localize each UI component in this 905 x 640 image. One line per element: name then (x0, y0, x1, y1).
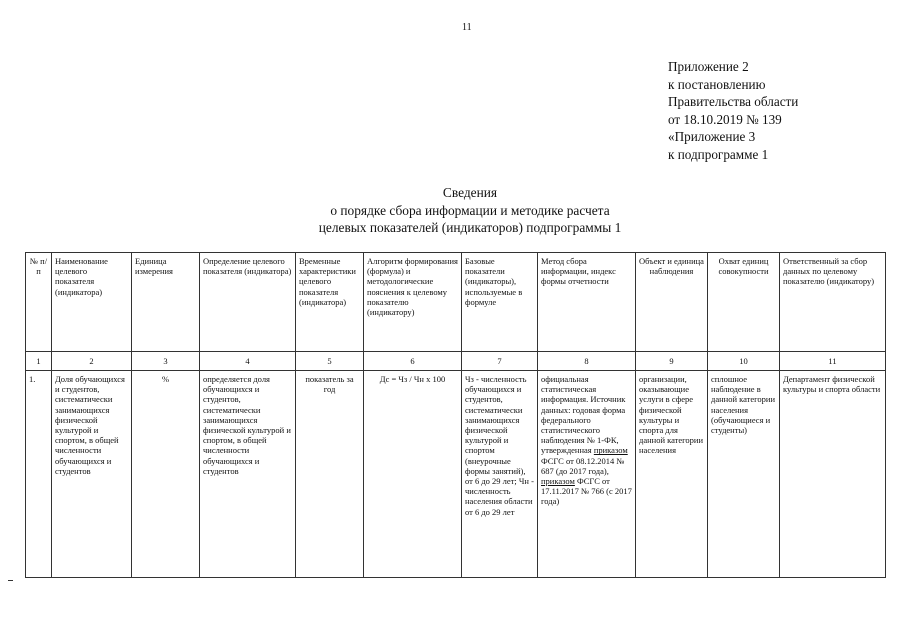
time-characteristics: показатель за год (296, 371, 364, 578)
header-cell: Алгоритм формирования (формула) и методологические пояснения к целевому показателю (индикатору) (364, 253, 462, 352)
appendix-line: Правительства области (668, 94, 799, 109)
column-number: 2 (52, 352, 132, 371)
order-link[interactable]: приказом (541, 476, 575, 487)
indicator-name: Доля обучающихся и студентов, систематически занимающихся физической культурой и спортом, в общей численности обучающихся и студентов (52, 371, 132, 578)
appendix-line: «Приложение 3 (668, 129, 756, 144)
appendix-line: к подпрограмме 1 (668, 146, 769, 162)
indicator-definition: определяется доля обучающихся и студентов, систематически занимающихся физической культурой и спортом, в общей численности обучающихся и студентов (200, 371, 296, 578)
row-number: 1. (26, 371, 52, 578)
header-cell: Наименование целевого показателя (индикатора) (52, 253, 132, 352)
column-number: 4 (200, 352, 296, 371)
column-number: 8 (538, 352, 636, 371)
method-text: ФСГС от 08.12.2014 № 687 (до 2017 года), (541, 455, 625, 476)
order-link[interactable]: приказом (593, 445, 628, 456)
header-cell: Ответственный за сбор данных по целевому показателю (индикатору) (780, 253, 886, 352)
method-text: официальная статистическая информация. Источник данных: годовая форма федерального статистического наблюдения № 1-ФК, утвержденная (541, 374, 626, 456)
column-number: 3 (132, 352, 200, 371)
column-number: 7 (462, 352, 538, 371)
margin-mark (8, 580, 13, 581)
appendix-line: от 18.10.2019 № 139 (668, 111, 782, 127)
header-cell: Временные характеристики целевого показателя (индикатора) (296, 253, 364, 352)
header-cell: Метод сбора информации, индекс формы отчетности (538, 253, 636, 352)
header-cell: Единица измерения (132, 253, 200, 352)
table-header-row (26, 253, 886, 352)
method-text: ФСГС от 17.11.2017 № 766 (с 2017 года) (541, 476, 632, 507)
column-number: 6 (364, 352, 462, 371)
page-number: 11 (462, 22, 472, 33)
header-cell: № п/п (26, 253, 52, 352)
header-cell: Определение целевого показателя (индикатора) (200, 253, 296, 352)
header-cell: Охват единиц совокупности (708, 253, 780, 352)
indicator-table (25, 252, 886, 578)
header-cell: Объект и единица наблюдения (636, 253, 708, 352)
column-number: 10 (708, 352, 780, 371)
base-indicators: Чз - численность обучающихся и студентов, систематически занимающихся физической культурой и спортом (внеурочные формы занятий), от 6 до 29 лет; Чн - численность населения области от 6 до 29 лет (462, 371, 538, 578)
column-number-row (26, 352, 886, 371)
column-number: 5 (296, 352, 364, 371)
title-line: Сведения (442, 185, 498, 200)
formula: Дс = Чз / Чн х 100 (364, 371, 462, 578)
appendix-block (668, 58, 798, 163)
coverage: сплошное наблюдение в данной категории населения (обучающиеся и студенты) (708, 371, 780, 578)
indicator-unit: % (132, 371, 200, 578)
column-number: 11 (780, 352, 886, 371)
observation-object: организации, оказывающие услуги в сфере физической культуры и спорта для данной категории населения (636, 371, 708, 578)
column-number: 9 (636, 352, 708, 371)
appendix-line: Приложение 2 (668, 59, 749, 74)
header-cell: Базовые показатели (индикаторы), используемые в формуле (462, 253, 538, 352)
table-row (26, 371, 886, 578)
collection-method (538, 371, 636, 578)
responsible: Департамент физической культуры и спорта области (780, 371, 886, 578)
appendix-line: к постановлению (668, 76, 766, 92)
column-number: 1 (26, 352, 52, 371)
title-line: целевых показателей (индикаторов) подпрограммы 1 (318, 220, 622, 235)
document-title (250, 184, 690, 237)
title-line: о порядке сбора информации и методике расчета (330, 202, 610, 218)
